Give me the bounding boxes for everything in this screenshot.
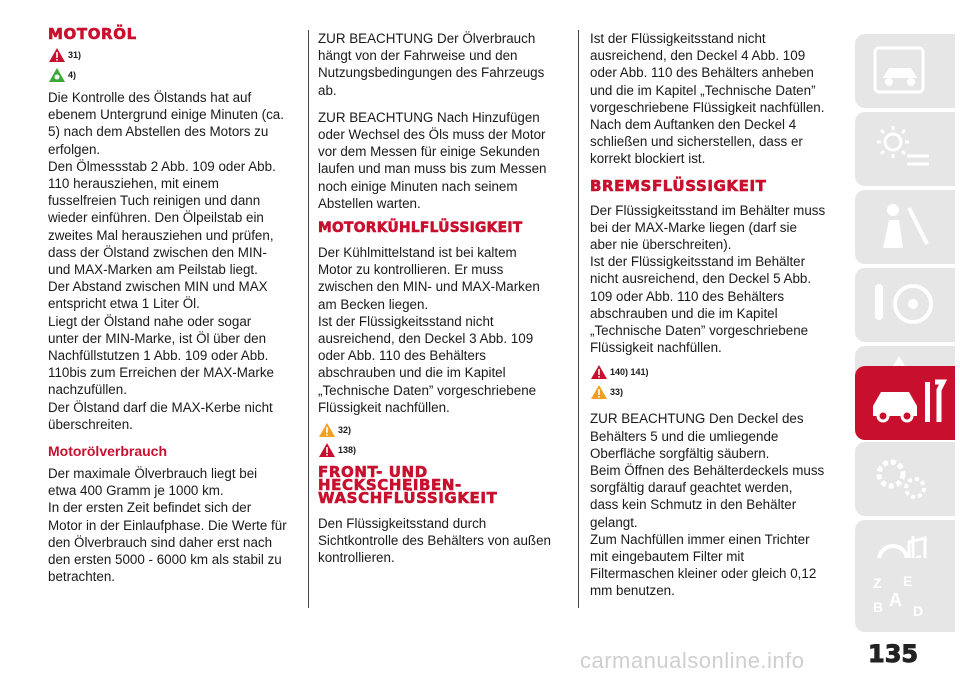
para-line: zwischen den MIN- und MAX-Marken <box>318 279 540 295</box>
para-line: Flüssigkeit nachfüllen. <box>590 340 722 356</box>
column-3 <box>590 30 842 600</box>
note-line: ZUR BEACHTUNG Den Deckel des <box>590 411 804 427</box>
svg-text:E: E <box>903 573 913 589</box>
svg-text:B: B <box>873 599 884 615</box>
section-heading-waschfluessigkeit-2: HECKSCHEIBEN- <box>318 476 462 495</box>
para-line: Der Kühlmittelstand ist bei kaltem <box>318 245 517 261</box>
warning-triangle-red-icon <box>48 47 66 63</box>
para-line: Ist der Flüssigkeitsstand nicht <box>590 31 766 46</box>
chapter-tab-safety[interactable] <box>855 190 955 264</box>
warning-ref-label: 31) <box>68 50 82 60</box>
warning-triangle-red-icon <box>318 442 336 458</box>
chapter-tab-maintenance[interactable] <box>855 366 955 440</box>
para-line: Nach dem Auftanken den Deckel 4 <box>590 117 797 133</box>
para-line: „Technische Daten” vorgeschriebene <box>318 382 537 398</box>
warning-ref-32[interactable] <box>318 420 570 440</box>
para-line: 110 herausziehen, mit einem <box>48 176 219 192</box>
para-line: aber nie überschreiten). <box>590 237 732 253</box>
para-line: Die Kontrolle des Ölstands hat auf <box>48 90 252 105</box>
para-line: abschrauben und die im Kapitel <box>590 305 778 321</box>
warning-triangle-red-icon <box>590 364 608 380</box>
warning-ref-4[interactable] <box>48 65 300 85</box>
maintenance-icon <box>869 376 949 430</box>
para-line: Ist der Flüssigkeitsstand nicht <box>318 313 494 329</box>
chapter-sidebar <box>855 0 960 678</box>
para-line: dass der Ölstand zwischen den MIN- <box>48 244 267 260</box>
para-line: 5) nach dem Abstellen des Motors zu <box>48 124 269 140</box>
svg-text:Z: Z <box>873 575 882 591</box>
section-heading-kuehlfluessigkeit: MOTORKÜHLFLÜSSIGKEIT <box>318 220 523 237</box>
para-line: „Technische Daten” vorgeschriebene <box>590 323 809 339</box>
dashboard-lights-icon <box>869 122 939 176</box>
warning-ref-label: 33) <box>610 387 624 398</box>
para-line: zweites Mal herausziehen und prüfen, <box>48 227 274 243</box>
para-line: 110bis zum Erreichen der MAX-Marke <box>48 365 274 381</box>
warning-ref-33[interactable] <box>590 382 842 402</box>
para-line: Der Ölstand darf die MAX-Kerbe nicht <box>48 399 273 415</box>
column-divider <box>578 30 579 608</box>
technical-data-icon <box>869 452 939 506</box>
para-line: Den Ölmessstab 2 Abb. 109 oder Abb. <box>48 158 276 174</box>
note-line: Zum Nachfüllen immer einen Trichter <box>590 531 810 547</box>
para-line: Flüssigkeit nachfüllen. <box>318 399 450 415</box>
page-number: 135 <box>868 640 919 668</box>
para-line: Liegt der Ölstand nahe oder sogar <box>48 313 252 329</box>
note-line: laufen und man muss bis zum Messen <box>318 161 547 177</box>
note-line: ab. <box>318 82 337 98</box>
para-line: den Ölverbrauch sind daher erst nach <box>48 534 273 550</box>
column-1 <box>48 25 300 585</box>
environment-triangle-green-icon <box>48 67 66 83</box>
column-2 <box>318 30 570 567</box>
para-line: bei der MAX-Marke liegen (darf sie <box>590 219 797 235</box>
para-line: vorgeschriebene Flüssigkeit nachfüllen. <box>590 99 825 115</box>
chapter-tab-dashboard[interactable] <box>855 112 955 186</box>
note-line: sorgfältig darauf geachtet werden, <box>590 480 793 496</box>
para-line: etwa 400 Gramm je 1000 km. <box>48 483 224 499</box>
note-line: mm benutzen. <box>590 583 675 599</box>
chapter-tab-car-info[interactable] <box>855 34 955 108</box>
para-line: Motor zu kontrollieren. Er muss <box>318 262 504 278</box>
note-line: hängt von der Fahrweise und den <box>318 48 518 64</box>
para-line: unter der MIN-Marke, ist Öl über den <box>48 330 267 346</box>
car-info-icon <box>869 44 939 98</box>
para-line: ebenem Untergrund einige Minuten (ca. <box>48 107 284 123</box>
note-line: Oberfläche sorgfältig säubern. <box>590 445 770 461</box>
subheading-motoroelverbrauch: Motorölverbrauch <box>48 443 168 460</box>
para-line: Der Abstand zwischen MIN und MAX <box>48 279 268 295</box>
section-heading-waschfluessigkeit-1: FRONT- UND <box>318 463 428 482</box>
note-line: mit eingebautem Filter mit <box>590 549 745 565</box>
para-line: den ersten 5000 - 6000 km als stabil zu <box>48 552 282 568</box>
warning-ref-140-141[interactable] <box>590 362 842 382</box>
note-line: Nutzungsbedingungen des Fahrzeugs <box>318 65 545 81</box>
note-line: oder Wechsel des Öls muss der Motor <box>318 127 546 143</box>
svg-text:D: D <box>913 603 924 619</box>
note-line: ZUR BEACHTUNG Nach Hinzufügen <box>318 109 540 125</box>
para-line: entspricht etwa 1 Liter Öl. <box>48 296 200 312</box>
note-line: Beim Öffnen des Behälterdeckels muss <box>590 463 825 479</box>
para-line: kontrollieren. <box>318 550 395 566</box>
warning-triangle-yellow-icon <box>318 422 336 438</box>
steering-icon <box>869 278 939 332</box>
index-icon <box>869 568 939 622</box>
watermark: carmanualsonline.info <box>580 648 805 673</box>
para-line: 109 oder Abb. 110 des Behälters <box>590 288 785 304</box>
column-divider <box>308 30 309 608</box>
warning-ref-label: 138) <box>338 445 357 456</box>
svg-text:A: A <box>889 590 902 610</box>
para-line: In der ersten Zeit befindet sich der <box>48 500 252 516</box>
para-line: abschrauben und die im Kapitel <box>318 365 506 381</box>
para-line: Ist der Flüssigkeitsstand im Behälter <box>590 254 806 270</box>
note-line: vor dem Messen für einige Sekunden <box>318 144 540 160</box>
para-line: Motor in der Einlaufphase. Die Werte für <box>48 517 287 533</box>
safety-icon <box>869 200 939 254</box>
para-line: schließen und sicherstellen, dass er <box>590 134 803 150</box>
para-line: ausreichend, den Deckel 4 Abb. 109 <box>590 48 806 64</box>
chapter-tab-technical-data[interactable] <box>855 442 955 516</box>
warning-ref-label: 140) 141) <box>610 367 649 378</box>
warning-ref-31[interactable] <box>48 45 300 65</box>
warning-ref-label: 32) <box>338 425 352 436</box>
para-line: überschreiten. <box>48 416 133 432</box>
para-line: und MAX-Marken am Peilstab liegt. <box>48 262 258 278</box>
section-heading-waschfluessigkeit-3: WASCHFLÜSSIGKEIT <box>318 489 498 508</box>
chapter-tab-driving[interactable] <box>855 268 955 342</box>
para-line: Der Flüssigkeitsstand im Behälter muss <box>590 202 826 218</box>
warning-triangle-yellow-icon <box>590 384 608 400</box>
para-line: Sichtkontrolle des Behälters von außen <box>318 533 551 549</box>
warning-ref-138[interactable] <box>318 440 570 460</box>
para-line: oder Abb. 110 des Behälters anheben <box>590 65 814 81</box>
chapter-tab-index[interactable] <box>855 558 955 632</box>
note-line: gelangt. <box>590 514 638 530</box>
note-line: Filtermaschen kleiner oder gleich 0,12 <box>590 566 817 582</box>
para-line: erfolgen. <box>48 141 101 157</box>
note-line: noch einige Minuten nach seinem <box>318 178 518 194</box>
para-line: Den Flüssigkeitsstand durch <box>318 516 487 532</box>
note-line: Behälters 5 und die umliegende <box>590 428 779 444</box>
note-line: Abstellen warten. <box>318 195 421 211</box>
para-line: betrachten. <box>48 569 115 585</box>
para-line: Der maximale Ölverbrauch liegt bei <box>48 466 258 482</box>
para-line: fusselfreien Tuch reinigen und dann <box>48 193 261 209</box>
note-line: dass kein Schmutz in den Behälter <box>590 497 797 513</box>
para-line: Nachfüllstutzen 1 Abb. 109 oder Abb. <box>48 348 269 364</box>
para-line: oder Abb. 110 des Behälters <box>318 348 486 364</box>
para-line: korrekt blockiert ist. <box>590 151 706 167</box>
para-line: ausreichend, den Deckel 3 Abb. 109 <box>318 331 534 347</box>
para-line: nicht ausreichend, den Deckel 5 Abb. <box>590 271 812 287</box>
para-line: nachzufüllen. <box>48 382 127 398</box>
warning-ref-label: 4) <box>68 70 77 80</box>
para-line: am Becken liegen. <box>318 296 429 312</box>
note-line: ZUR BEACHTUNG Der Ölverbrauch <box>318 31 536 46</box>
section-heading-bremsfluessigkeit: BREMSFLÜSSIGKEIT <box>590 176 767 195</box>
para-line: und die im Kapitel „Technische Daten” <box>590 82 816 98</box>
para-line: wieder einführen. Den Ölpeilstab ein <box>48 210 264 226</box>
section-heading-motoroel: MOTORÖL <box>48 25 137 43</box>
